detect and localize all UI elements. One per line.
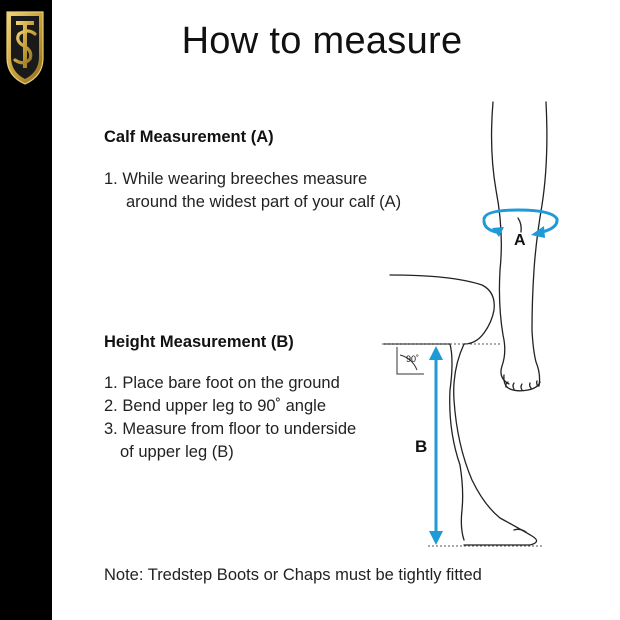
height-heading: Height Measurement (B)	[104, 333, 294, 351]
calf-heading: Calf Measurement (A)	[104, 128, 274, 146]
label-a: A	[514, 232, 526, 249]
bent-leg-illustration	[384, 275, 537, 545]
height-step-1: 1. Place bare foot on the ground	[104, 374, 340, 392]
height-step-3: 3. Measure from floor to underside	[104, 420, 357, 438]
page-title: How to measure	[181, 20, 463, 62]
content-panel	[52, 0, 620, 620]
height-step-3-cont: of upper leg (B)	[120, 443, 234, 461]
calf-step-1: 1. While wearing breeches measure	[104, 170, 368, 188]
height-step-2: 2. Bend upper leg to 90˚ angle	[104, 397, 327, 415]
measurement-diagram	[52, 0, 620, 620]
height-arrow	[429, 346, 443, 545]
ts-logo-icon	[4, 8, 46, 86]
calf-step-1-cont: around the widest part of your calf (A)	[126, 193, 402, 211]
label-b: B	[415, 437, 428, 456]
fit-note: Note: Tredstep Boots or Chaps must be tightly fitted	[104, 566, 482, 584]
angle-label: 90˚	[406, 354, 420, 364]
sidebar	[0, 0, 52, 620]
